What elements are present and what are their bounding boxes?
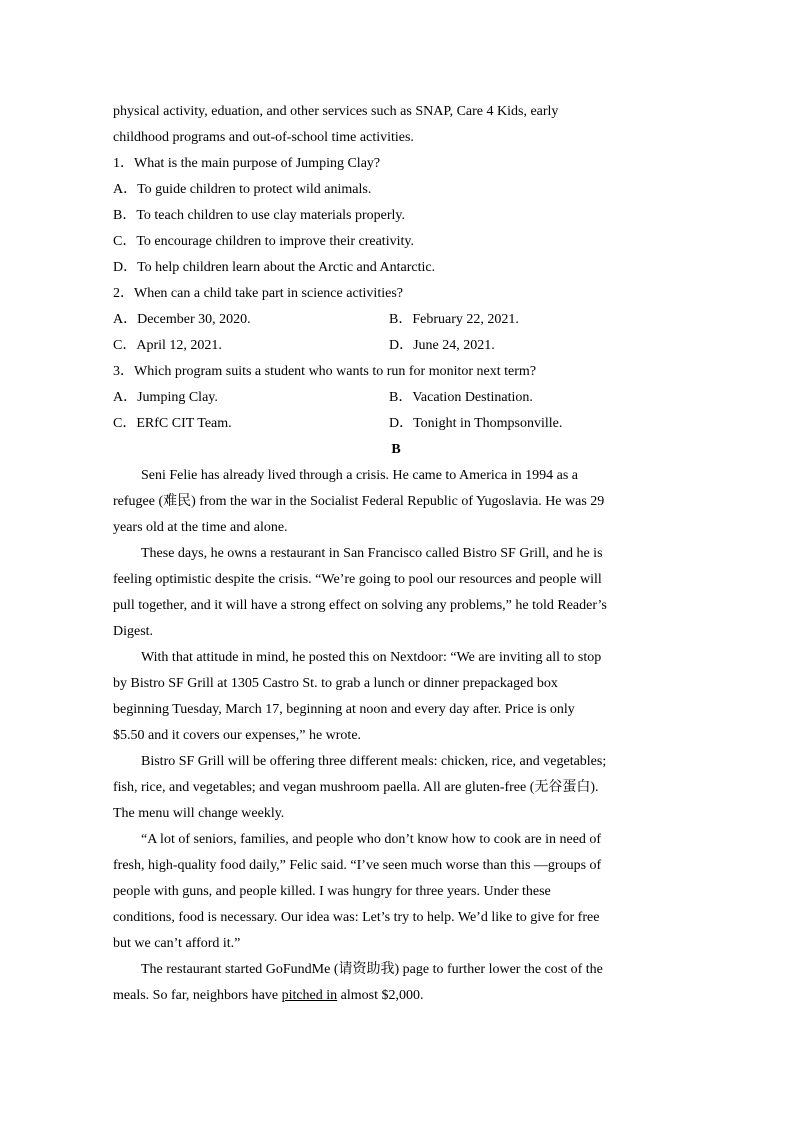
question-2-options-row — [113, 307, 679, 333]
text-span: meals. So far, neighbors have — [113, 988, 282, 1003]
question-3-options-row — [113, 411, 679, 437]
paragraph-line: fresh, high-quality food daily,” Felic said. “I’ve seen much worse than this —groups of — [113, 858, 602, 873]
paragraph-line: Digest. — [113, 624, 154, 639]
question-3-option-a: A．Jumping Clay. — [113, 390, 218, 405]
paragraph-line: Bistro SF Grill will be offering three different meals: chicken, rice, and vegetables; — [141, 754, 607, 769]
paragraph-line: refugee (难民) from the war in the Socialist Federal Republic of Yugoslavia. He was 29 — [113, 494, 605, 509]
paragraph-line — [113, 983, 679, 1009]
question-1-option-c: C．To encourage children to improve their creativity. — [113, 234, 414, 249]
question-1-option-d: D．To help children learn about the Arctic and Antarctic. — [113, 260, 436, 275]
paragraph-line: fish, rice, and vegetables; and vegan mushroom paella. All are gluten-free (无谷蛋白). — [113, 780, 599, 795]
section-b-heading: B — [391, 442, 401, 457]
question-1-option-b: B．To teach children to use clay materials properly. — [113, 208, 406, 223]
question-3-option-d: D．Tonight in Thompsonville. — [389, 416, 563, 431]
question-1-option-a: A．To guide children to protect wild animals. — [113, 182, 372, 197]
paragraph-line: $5.50 and it covers our expenses,” he wrote. — [113, 728, 362, 743]
paragraph-line: Seni Felie has already lived through a crisis. He came to America in 1994 as a — [141, 468, 578, 483]
question-2-option-c: C．April 12, 2021. — [113, 338, 222, 353]
paragraph-line: conditions, food is necessary. Our idea was: Let’s try to help. We’d like to give for free — [113, 910, 600, 925]
question-2-options-row — [113, 333, 679, 359]
paragraph-line: feeling optimistic despite the crisis. “We’re going to pool our resources and people will — [113, 572, 602, 587]
underlined-phrase: pitched in — [281, 988, 338, 1003]
question-3-option-b: B．Vacation Destination. — [389, 390, 533, 405]
paragraph-line: The menu will change weekly. — [113, 806, 285, 821]
question-3-option-c: C．ERfC CIT Team. — [113, 416, 232, 431]
paragraph-line: The restaurant started GoFundMe (请资助我) page to further lower the cost of the — [141, 962, 603, 977]
question-3-stem: 3．Which program suits a student who wants to run for monitor next term? — [113, 364, 537, 379]
question-2-option-a: A．December 30, 2020. — [113, 312, 251, 327]
paragraph-line: These days, he owns a restaurant in San Francisco called Bistro SF Grill, and he is — [141, 546, 603, 561]
paragraph-line: pull together, and it will have a strong effect on solving any problems,” he told Reader’s — [113, 598, 607, 613]
passage-a-line: physical activity, eduation, and other services such as SNAP, Care 4 Kids, early — [113, 104, 559, 119]
paragraph-line: beginning Tuesday, March 17, beginning at noon and every day after. Price is only — [113, 702, 575, 717]
passage-a-line: childhood programs and out-of-school time activities. — [113, 130, 414, 145]
paragraph-line: With that attitude in mind, he posted this on Nextdoor: “We are inviting all to stop — [141, 650, 602, 665]
paragraph-line: but we can’t afford it.” — [113, 936, 241, 951]
question-2-option-b: B．February 22, 2021. — [389, 312, 519, 327]
document-content — [113, 99, 679, 1009]
question-2-option-d: D．June 24, 2021. — [389, 338, 495, 353]
paragraph-line: “A lot of seniors, families, and people who don’t know how to cook are in need of — [141, 832, 602, 847]
paragraph-line: years old at the time and alone. — [113, 520, 288, 535]
paragraph-line: people with guns, and people killed. I was hungry for three years. Under these — [113, 884, 551, 899]
paragraph-line: by Bistro SF Grill at 1305 Castro St. to grab a lunch or dinner prepackaged box — [113, 676, 558, 691]
text-span: almost $2,000. — [337, 988, 424, 1003]
question-3-options-row — [113, 385, 679, 411]
question-2-stem: 2．When can a child take part in science activities? — [113, 286, 403, 301]
question-1-stem: 1．What is the main purpose of Jumping Clay? — [113, 156, 381, 171]
